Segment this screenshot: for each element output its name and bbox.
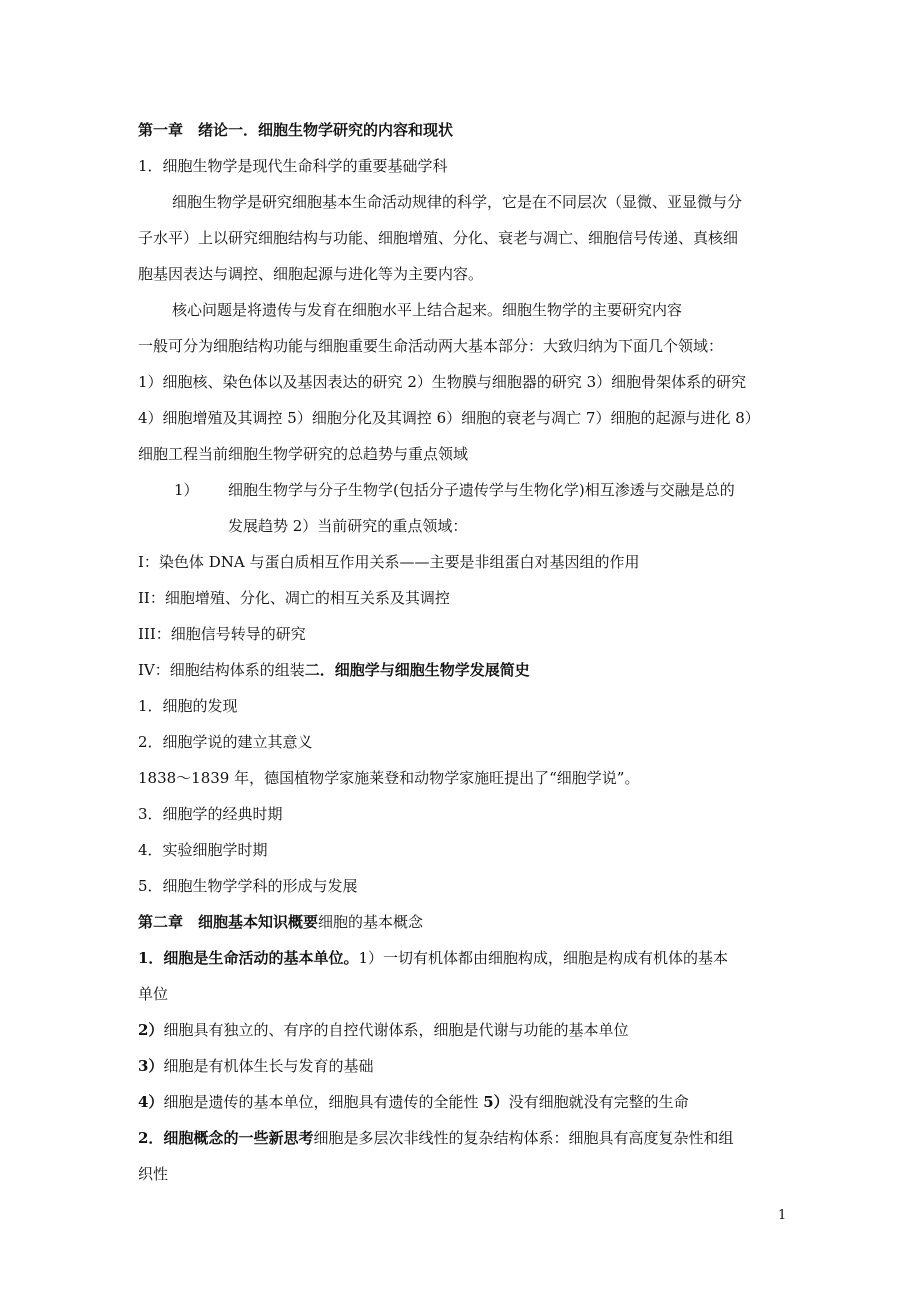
line-12 — [138, 552, 639, 572]
text-run: 子水平）上以研究细胞结构与功能、细胞增殖、分化、衰老与凋亡、细胞信号传递、真核细 — [138, 229, 739, 247]
text-run: 细胞是遗传的基本单位，细胞具有遗传的全能性 — [163, 1093, 484, 1111]
line-21 — [138, 876, 358, 896]
page-number: 1 — [778, 1208, 787, 1223]
line-6 — [138, 336, 723, 356]
line-11 — [228, 516, 467, 536]
text-run: 没有细胞就没有完整的生命 — [508, 1093, 689, 1111]
text-run: IV：细胞结构体系的组装 — [138, 661, 305, 679]
text-run: 细胞生物学与分子生物学(包括分子遗传学与生物化学)相互渗透与交融是总的 — [228, 481, 735, 499]
line-5 — [172, 300, 682, 320]
line-29 — [138, 1164, 168, 1184]
line-7 — [138, 372, 746, 392]
text-run: 4．实验细胞学时期 — [138, 841, 268, 859]
text-run: 胞基因表达与调控、细胞起源与进化等为主要内容。 — [138, 265, 484, 283]
text-run: 细胞是多层次非线性的复杂结构体系：细胞具有高度复杂性和组 — [313, 1129, 734, 1147]
text-run: 织性 — [138, 1165, 169, 1183]
text-run: 1）细胞核、染色体以及基因表达的研究 2）生物膜与细胞器的研究 3）细胞骨架体系的研究 — [138, 373, 747, 391]
line-20 — [138, 840, 268, 860]
line-28 — [138, 1128, 733, 1148]
text-run: I：染色体 DNA 与蛋白质相互作用关系——主要是非组蛋白对基因组的作用 — [138, 553, 640, 571]
text-run: II：细胞增殖、分化、凋亡的相互关系及其调控 — [138, 589, 450, 607]
line-4 — [138, 264, 483, 284]
text-run: 二．细胞学与细胞生物学发展简史 — [304, 661, 530, 679]
line-25 — [138, 1020, 628, 1040]
text-run: 细胞生物学是研究细胞基本生命活动规律的科学，它是在不同层次（显微、亚显微与分 — [172, 193, 743, 211]
line-1 — [138, 156, 448, 176]
text-run: III：细胞信号转导的研究 — [138, 625, 306, 643]
text-run: 2．细胞学说的建立其意义 — [138, 733, 313, 751]
text-run: 1．细胞是生命活动的基本单位。 — [138, 949, 359, 967]
line-0 — [138, 120, 453, 140]
line-15 — [138, 660, 530, 680]
text-run: 细胞工程当前细胞生物学研究的总趋势与重点领域 — [138, 445, 469, 463]
text-run: 3．细胞学的经典时期 — [138, 805, 283, 823]
text-run: 1）一切有机体都由细胞构成，细胞是构成有机体的基本 — [358, 949, 728, 967]
text-run: 1．细胞的发现 — [138, 697, 238, 715]
text-run: 4） — [138, 1093, 164, 1111]
text-run: 细胞具有独立的、有序的自控代谢体系，细胞是代谢与功能的基本单位 — [163, 1021, 629, 1039]
line-2 — [172, 192, 742, 212]
text-run: 细胞的基本概念 — [318, 913, 424, 931]
line-17 — [138, 732, 313, 752]
text-run: 核心问题是将遗传与发育在细胞水平上结合起来。细胞生物学的主要研究内容 — [172, 301, 683, 319]
line-24 — [138, 984, 168, 1004]
text-run: 细胞是有机体生长与发育的基础 — [163, 1057, 374, 1075]
text-run: 5） — [483, 1093, 509, 1111]
text-run: 第二章 细胞基本知识概要 — [138, 913, 319, 931]
line-22 — [138, 912, 423, 932]
line-26 — [138, 1056, 373, 1076]
text-run: 一般可分为细胞结构功能与细胞重要生命活动两大基本部分：大致归纳为下面几个领域： — [138, 337, 724, 355]
text-run: 单位 — [138, 985, 169, 1003]
text-run: 1838～1839 年，德国植物学家施莱登和动物学家施旺提出了“细胞学说”。 — [138, 769, 640, 787]
text-run: 第一章 绪论一．细胞生物学研究的内容和现状 — [138, 121, 454, 139]
line-3 — [138, 228, 738, 248]
text-run: 发展趋势 2）当前研究的重点领域： — [228, 517, 468, 535]
line-23 — [138, 948, 728, 968]
text-run: 3） — [138, 1057, 164, 1075]
line-19 — [138, 804, 283, 824]
line-14 — [138, 624, 306, 644]
line-8 — [138, 408, 760, 428]
text-run: 2．细胞概念的一些新思考 — [138, 1129, 314, 1147]
text-run: 2） — [138, 1021, 164, 1039]
text-run: 1．细胞生物学是现代生命科学的重要基础学科 — [138, 157, 448, 175]
line-27 — [138, 1092, 689, 1112]
line-16 — [138, 696, 238, 716]
text-run: 4）细胞增殖及其调控 5）细胞分化及其调控 6）细胞的衰老与凋亡 7）细胞的起源与进化 8） — [138, 409, 760, 427]
line-10 — [174, 480, 735, 500]
line-9 — [138, 444, 468, 464]
line-13 — [138, 588, 450, 608]
list-number: 1） — [174, 481, 199, 499]
text-run: 5．细胞生物学学科的形成与发展 — [138, 877, 358, 895]
line-18 — [138, 768, 639, 788]
